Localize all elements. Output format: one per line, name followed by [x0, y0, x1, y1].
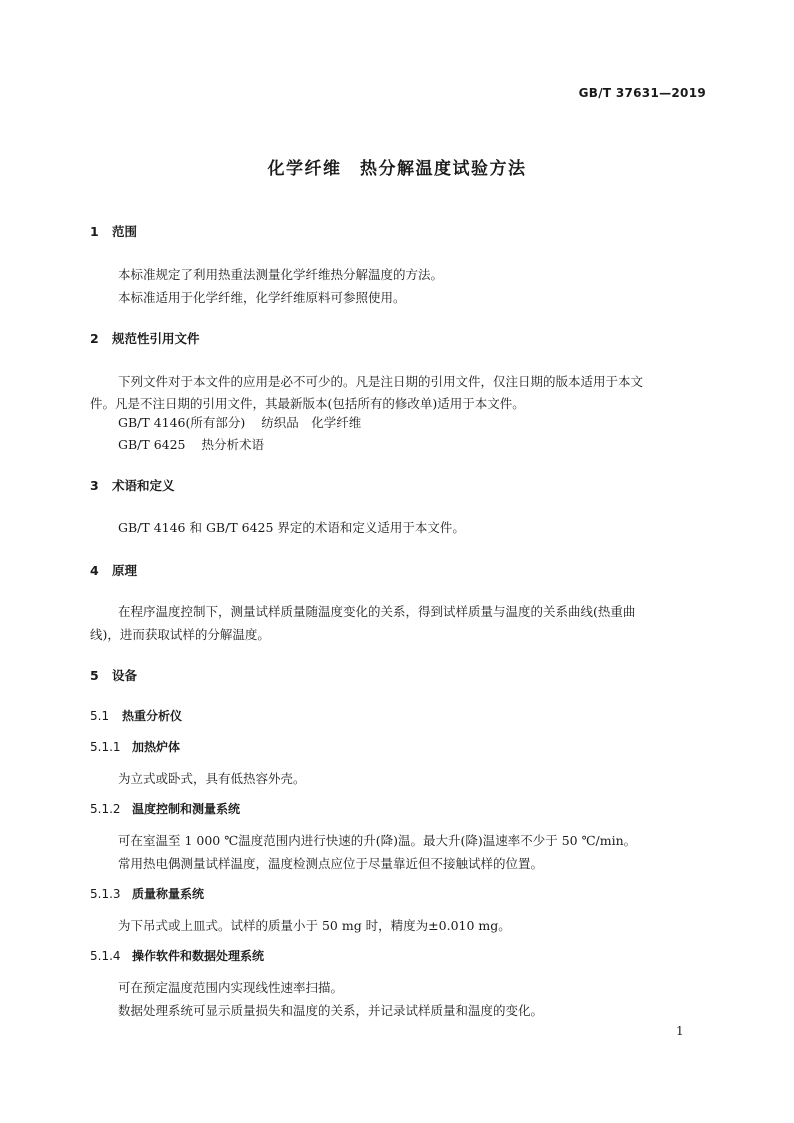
section-title: 加热炉体 — [132, 740, 181, 754]
document-title: 化学纤维 热分解温度试验方法 — [267, 159, 527, 179]
section-number: 3 — [90, 478, 99, 493]
section-number: 5.1.4 — [90, 949, 121, 963]
paragraph: 可在预定温度范围内实现线性速率扫描。 — [118, 980, 344, 995]
section-number: 5 — [90, 668, 99, 683]
section-title: 术语和定义 — [112, 478, 175, 493]
section-title: 质量称量系统 — [132, 887, 205, 901]
reference-code: GB/T 4146(所有部分) — [118, 415, 246, 430]
paragraph: 为立式或卧式，具有低热容外壳。 — [118, 771, 306, 786]
reference-title: 热分析术语 — [201, 437, 265, 452]
paragraph: 常用热电偶测量试样温度，温度检测点应位于尽量靠近但不接触试样的位置。 — [118, 856, 544, 871]
section-3-heading — [90, 476, 175, 494]
paragraph: 在程序温度控制下，测量试样质量随温度变化的关系，得到试样质量与温度的关系曲线(热重曲 — [118, 604, 636, 619]
paragraph: 本标准适用于化学纤维，化学纤维原料可参照使用。 — [118, 290, 406, 305]
section-title: 操作软件和数据处理系统 — [132, 949, 265, 963]
paragraph-continuation: 件。凡是不注日期的引用文件，其最新版本(包括所有的修改单)适用于本文件。 — [90, 396, 525, 411]
section-5-heading — [90, 666, 137, 684]
paragraph: 可在室温至 1 000 ℃温度范围内进行快速的升(降)温。最大升(降)温速率不少于 50 ℃/min。 — [118, 833, 637, 848]
section-number: 1 — [90, 224, 99, 239]
section-number: 4 — [90, 563, 99, 578]
section-number: 5.1 — [90, 709, 110, 723]
subsection-5-1-4-heading — [90, 947, 264, 964]
page-number: 1 — [676, 1024, 684, 1038]
paragraph: GB/T 4146 和 GB/T 6425 界定的术语和定义适用于本文件。 — [118, 520, 465, 535]
reference-code: GB/T 6425 — [118, 437, 186, 452]
paragraph: 数据处理系统可显示质量损失和温度的关系，并记录试样质量和温度的变化。 — [118, 1003, 544, 1018]
section-number: 2 — [90, 331, 99, 346]
paragraph-continuation: 线)，进而获取试样的分解温度。 — [90, 627, 270, 642]
section-title: 热重分析仪 — [122, 709, 183, 723]
section-title: 规范性引用文件 — [112, 331, 200, 346]
reference-title: 纺织品 化学纤维 — [261, 415, 362, 430]
subsection-5-1-heading — [90, 707, 182, 724]
section-title: 温度控制和测量系统 — [132, 802, 241, 816]
paragraph: 本标准规定了利用热重法测量化学纤维热分解温度的方法。 — [118, 267, 444, 282]
section-title: 设备 — [112, 668, 138, 683]
standard-code: GB/T 37631—2019 — [578, 86, 706, 100]
reference-item — [118, 413, 361, 431]
paragraph: 下列文件对于本文件的应用是必不可少的。凡是注日期的引用文件，仅注日期的版本适用于本文 — [118, 374, 644, 389]
section-2-heading — [90, 329, 200, 347]
section-title: 原理 — [112, 563, 138, 578]
paragraph: 为下吊式或上皿式。试样的质量小于 50 mg 时，精度为±0.010 mg。 — [118, 918, 511, 933]
subsection-5-1-3-heading — [90, 885, 204, 902]
subsection-5-1-2-heading — [90, 800, 240, 817]
section-title: 范围 — [112, 224, 138, 239]
section-number: 5.1.1 — [90, 740, 121, 754]
section-4-heading — [90, 561, 137, 579]
section-number: 5.1.2 — [90, 802, 121, 816]
subsection-5-1-1-heading — [90, 738, 180, 755]
reference-item — [118, 435, 264, 453]
section-1-heading — [90, 222, 137, 240]
section-number: 5.1.3 — [90, 887, 121, 901]
